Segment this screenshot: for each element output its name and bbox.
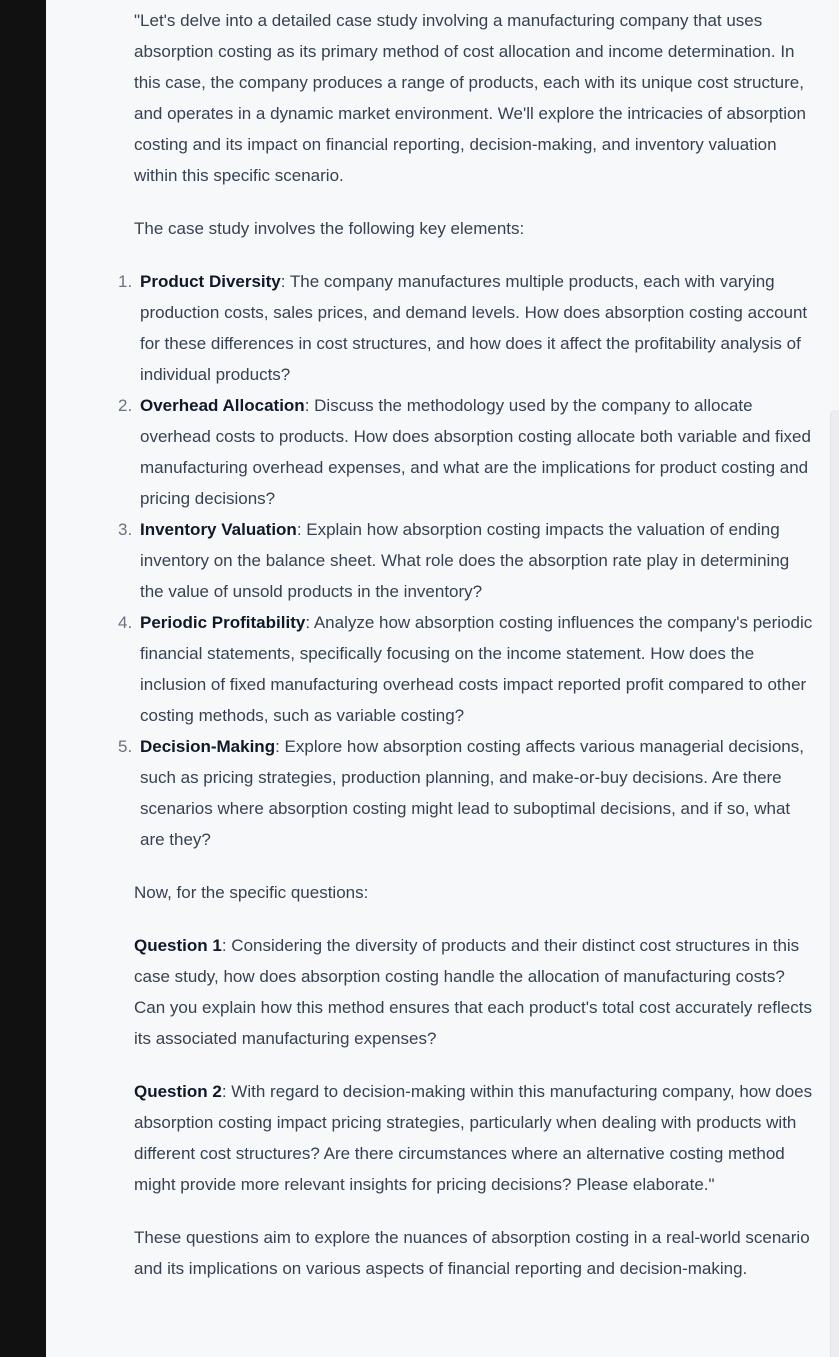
list-item xyxy=(118,514,814,607)
list-item xyxy=(118,731,814,855)
list-number: 4. xyxy=(118,613,133,632)
conclusion-paragraph: These questions aim to explore the nuances of absorption costing in a real-world scenario and its implications on various aspects of financial reporting and decision-making. xyxy=(134,1228,810,1278)
list-item xyxy=(118,390,814,514)
scrollbar-track[interactable] xyxy=(830,410,839,1357)
list-item-text: : The company manufactures multiple products, each with varying production costs, sales prices, and demand levels. How does absorption costing account for these differences in cost structures, and how does it affect the profitability analysis of individual products? xyxy=(140,272,808,384)
list-number: 3. xyxy=(118,520,133,539)
list-item-text: : Analyze how absorption costing influences the company's periodic financial statements, specifically focusing on the income statement. How does the inclusion of fixed manufacturing overhead costs impact reported profit compared to other costing methods, such as variable costing? xyxy=(140,613,813,725)
list-item-title: Inventory Valuation xyxy=(140,520,297,539)
list-item-text: : Explore how absorption costing affects various managerial decisions, such as pricing strategies, production planning, and make-or-buy decisions. Are there scenarios where absorption costing might lead to suboptimal decisions, and if so, what are they? xyxy=(140,737,804,849)
list-number: 1. xyxy=(118,272,133,291)
list-item-title: Overhead Allocation xyxy=(140,396,305,415)
list-number: 2. xyxy=(118,396,133,415)
list-item-title: Periodic Profitability xyxy=(140,613,306,632)
question-title: Question 1 xyxy=(134,936,222,955)
key-elements-list xyxy=(118,266,814,855)
list-item-title: Decision-Making xyxy=(140,737,276,756)
list-number: 5. xyxy=(118,737,133,756)
question-text: : With regard to decision-making within this manufacturing company, how does absorption costing impact pricing strategies, particularly when dealing with products with different cost structures? Are there circumstances where an alternative costing method might provide more relevant insights for pricing decisions? Please elaborate." xyxy=(134,1082,813,1194)
questions-intro: Now, for the specific questions: xyxy=(134,883,369,902)
list-item xyxy=(118,607,814,731)
left-sidebar-rail xyxy=(0,0,46,1357)
list-item-text: : Discuss the methodology used by the company to allocate overhead costs to products. How does absorption costing allocate both variable and fixed manufacturing overhead expenses, and what are the implications for product costing and pricing decisions? xyxy=(140,396,811,508)
list-item-title: Product Diversity xyxy=(140,272,281,291)
question-paragraph xyxy=(134,1076,814,1200)
question-text: : Considering the diversity of products and their distinct cost structures in this case study, how does absorption costing handle the allocation of manufacturing costs? Can you explain how this method ensures that each product's total cost accurately reflects its associated manufacturing expenses? xyxy=(134,936,812,1048)
list-item xyxy=(118,266,814,390)
question-title: Question 2 xyxy=(134,1082,222,1101)
question-paragraph xyxy=(134,930,814,1054)
list-item-text: : Explain how absorption costing impacts the valuation of ending inventory on the balance sheet. What role does the absorption rate play in determining the value of unsold products in the inventory? xyxy=(140,520,790,601)
elements-intro: The case study involves the following key elements: xyxy=(134,219,525,238)
intro-paragraph: "Let's delve into a detailed case study involving a manufacturing company that uses absorption costing as its primary method of cost allocation and income determination. In this case, the company produces a range of products, each with its unique cost structure, and operates in a dynamic market environment. We'll explore the intricacies of absorption costing and its impact on financial reporting, decision-making, and inventory valuation within this specific scenario. xyxy=(134,11,806,185)
chat-message xyxy=(118,5,814,1306)
